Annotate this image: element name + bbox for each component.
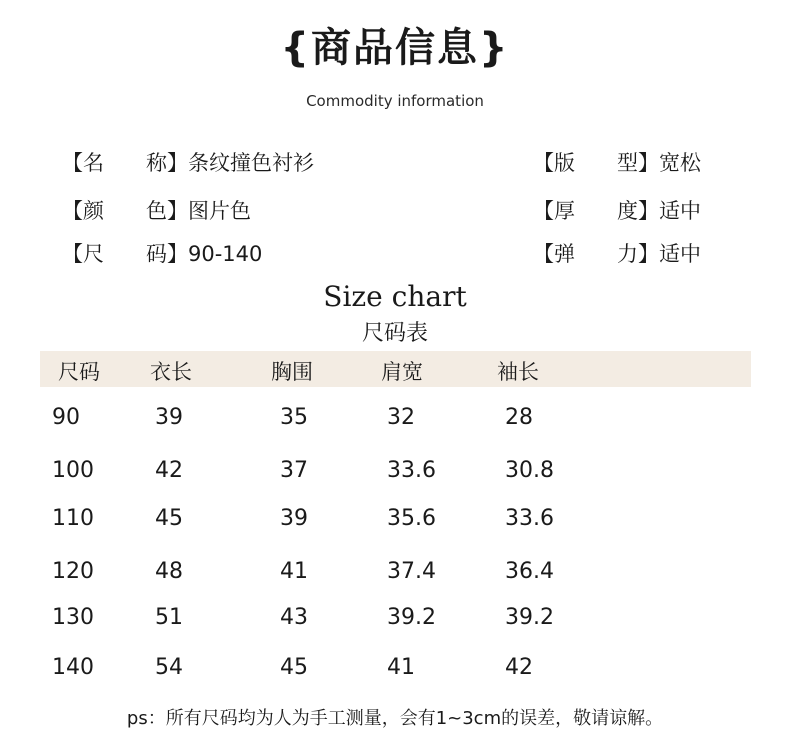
- table-cell: 130: [52, 605, 94, 630]
- table-cell: 45: [280, 655, 308, 680]
- table-cell: 41: [280, 559, 308, 584]
- table-cell: 45: [155, 506, 183, 531]
- table-cell: 37: [280, 458, 308, 483]
- table-cell: 140: [52, 655, 94, 680]
- table-cell: 54: [155, 655, 183, 680]
- info-value-name: 条纹撞色衬衫: [188, 151, 314, 175]
- table-cell: 36.4: [505, 559, 554, 584]
- measurement-note: ps：所有尺码均为人为手工测量，会有1~3cm的误差，敬请谅解。: [126, 708, 664, 729]
- table-cell: 39: [280, 506, 308, 531]
- table-cell: 51: [155, 605, 183, 630]
- table-header-sleeve: 袖长: [497, 360, 539, 384]
- table-cell: 35: [280, 405, 308, 430]
- table-cell: 100: [52, 458, 94, 483]
- info-value-fit: 宽松: [659, 151, 701, 175]
- info-label-size: 【尺 码】: [62, 242, 188, 266]
- info-row-size: [62, 238, 262, 268]
- info-row-name: [62, 147, 314, 177]
- table-cell: 30.8: [505, 458, 554, 483]
- info-value-size: 90-140: [188, 242, 263, 266]
- info-label-stretch: 【弹 力】: [533, 242, 659, 266]
- page-title: {商品信息}: [280, 25, 510, 71]
- table-cell: 28: [505, 405, 533, 430]
- info-label-color: 【颜 色】: [62, 199, 188, 223]
- info-row-thickness: [533, 195, 701, 225]
- table-header-size: 尺码: [58, 360, 100, 384]
- table-cell: 48: [155, 559, 183, 584]
- info-value-thickness: 适中: [659, 199, 701, 223]
- info-row-fit: [533, 147, 701, 177]
- size-chart-subtitle: 尺码表: [361, 321, 428, 346]
- info-row-color: [62, 195, 251, 225]
- table-cell: 43: [280, 605, 308, 630]
- table-header-shoulder: 肩宽: [381, 360, 423, 384]
- table-header-length: 衣长: [150, 360, 192, 384]
- page-subtitle: Commodity information: [306, 92, 484, 110]
- info-label-fit: 【版 型】: [533, 151, 659, 175]
- info-row-stretch: [533, 238, 701, 268]
- table-cell: 120: [52, 559, 94, 584]
- info-label-name: 【名 称】: [62, 151, 188, 175]
- info-label-thickness: 【厚 度】: [533, 199, 659, 223]
- table-header-chest: 胸围: [271, 360, 313, 384]
- table-cell: 42: [155, 458, 183, 483]
- table-cell: 33.6: [387, 458, 436, 483]
- table-cell: 35.6: [387, 506, 436, 531]
- table-cell: 37.4: [387, 559, 436, 584]
- table-cell: 90: [52, 405, 80, 430]
- table-cell: 33.6: [505, 506, 554, 531]
- table-cell: 42: [505, 655, 533, 680]
- size-chart-title: Size chart: [323, 280, 467, 313]
- table-cell: 41: [387, 655, 415, 680]
- table-cell: 110: [52, 506, 94, 531]
- info-value-color: 图片色: [188, 199, 251, 223]
- table-cell: 39.2: [387, 605, 436, 630]
- table-cell: 39: [155, 405, 183, 430]
- table-cell: 39.2: [505, 605, 554, 630]
- info-value-stretch: 适中: [659, 242, 701, 266]
- table-cell: 32: [387, 405, 415, 430]
